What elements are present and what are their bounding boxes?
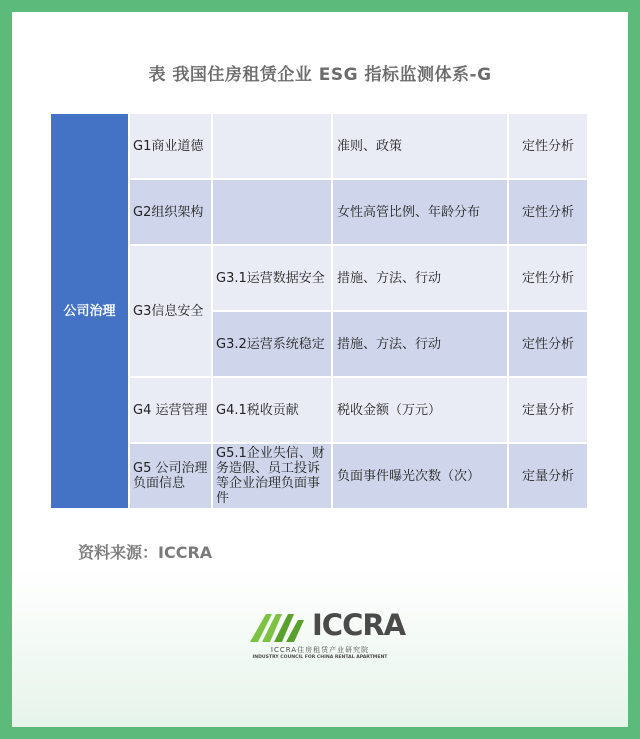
measure-cell: 措施、方法、行动 [332,311,508,377]
measure-cell: 税收金额（万元） [332,377,508,443]
logo-wordmark: ICCRA [312,608,406,642]
logo-chinese-name: ICCRA住房租赁产业研究院 [270,646,370,654]
table-row [50,245,588,311]
logo-mark-icon [250,610,310,644]
level1-cell: G3信息安全 [129,245,212,377]
esg-indicator-table [49,112,589,510]
table-row [50,377,588,443]
iccra-logo [250,608,406,668]
table-title: 表 我国住房租赁企业 ESG 指标监测体系-G [148,65,492,85]
measure-cell: 女性高管比例、年龄分布 [332,179,508,245]
level1-cell: G5 公司治理负面信息 [129,443,212,509]
table-row [50,179,588,245]
level1-cell: G2组织架构 [129,179,212,245]
method-cell: 定量分析 [508,443,588,509]
method-cell: 定性分析 [508,179,588,245]
measure-cell: 负面事件曝光次数（次） [332,443,508,509]
level2-cell: G5.1企业失信、财务造假、员工投诉等企业治理负面事件 [212,443,332,509]
measure-cell: 准则、政策 [332,113,508,179]
category-cell: 公司治理 [50,113,129,509]
source-note: 资料来源：ICCRA [78,543,213,562]
level2-cell [212,113,332,179]
level2-cell: G3.2运营系统稳定 [212,311,332,377]
method-cell: 定性分析 [508,311,588,377]
logo-english-name: INDUSTRY COUNCIL FOR CHINA RENTAL APARTMENT [252,655,388,660]
table-row [50,113,588,179]
document-card [12,12,628,727]
method-cell: 定量分析 [508,377,588,443]
level2-cell: G3.1运营数据安全 [212,245,332,311]
level1-cell: G4 运营管理 [129,377,212,443]
method-cell: 定性分析 [508,113,588,179]
measure-cell: 措施、方法、行动 [332,245,508,311]
table-row [50,443,588,509]
method-cell: 定性分析 [508,245,588,311]
level1-cell: G1商业道德 [129,113,212,179]
level2-cell [212,179,332,245]
level2-cell: G4.1税收贡献 [212,377,332,443]
